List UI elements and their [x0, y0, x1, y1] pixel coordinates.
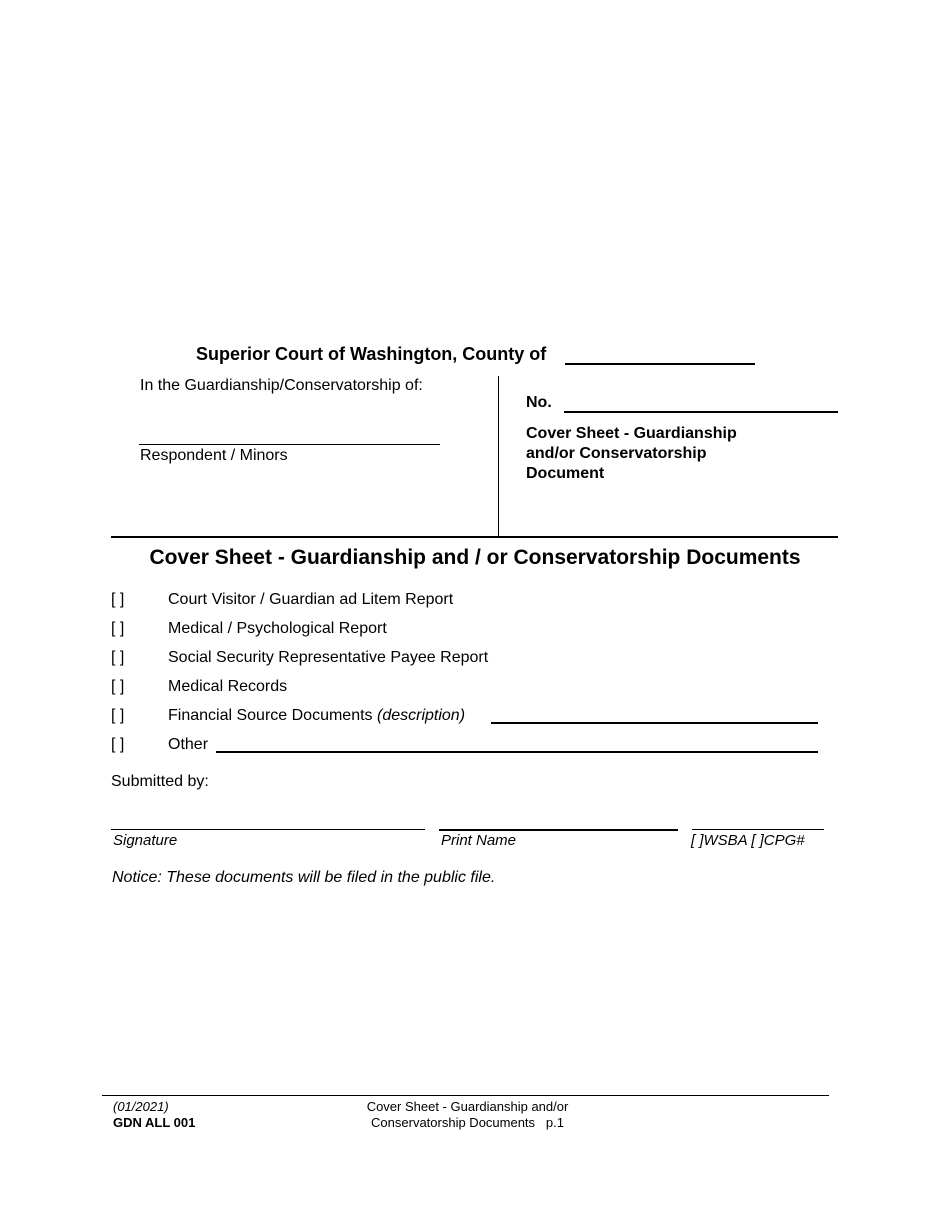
caption-document-title: [526, 424, 786, 484]
footer-document-title: [330, 1099, 605, 1131]
checkbox-label: Medical / Psychological Report: [168, 620, 387, 637]
description-note: (description): [377, 707, 466, 724]
caption-title-line-3: Document: [526, 465, 605, 482]
checkbox-box[interactable]: [ ]: [111, 591, 125, 608]
case-number-field[interactable]: [564, 411, 838, 413]
checkbox-label: Social Security Representative Payee Report: [168, 649, 489, 666]
footer-rule: [102, 1095, 829, 1096]
submitted-by-label: Submitted by:: [111, 773, 209, 790]
print-name-label: Print Name: [441, 832, 517, 849]
checkbox-label: Other: [168, 736, 209, 753]
footer-revision-date: (01/2021): [113, 1099, 169, 1114]
footer-form-code: GDN ALL 001: [113, 1115, 196, 1130]
wsba-cpg-label: [ ]WSBA [ ]CPG#: [691, 832, 805, 849]
print-name-field[interactable]: [439, 829, 678, 831]
signature-field[interactable]: [111, 829, 425, 830]
checkbox-box[interactable]: [ ]: [111, 736, 125, 753]
county-blank-field[interactable]: [565, 363, 755, 365]
bar-number-field[interactable]: [692, 829, 824, 830]
footer-title-line-1: Cover Sheet - Guardianship and/or: [366, 1099, 569, 1114]
case-number-label: No.: [526, 394, 552, 411]
checkbox-box[interactable]: [ ]: [111, 707, 125, 724]
checkbox-box[interactable]: [ ]: [111, 620, 125, 637]
caption-title-line-2: and/or Conservatorship: [526, 445, 707, 462]
caption-title-line-1: Cover Sheet - Guardianship: [526, 425, 737, 442]
respondent-name-field[interactable]: [139, 444, 440, 445]
respondent-label: Respondent / Minors: [140, 447, 288, 464]
checkbox-label: Court Visitor / Guardian ad Litem Report: [168, 591, 454, 608]
checkbox-label: Medical Records: [168, 678, 288, 695]
checkbox-box[interactable]: [ ]: [111, 678, 125, 695]
page-title: Cover Sheet - Guardianship and / or Conservatorship Documents: [149, 546, 801, 569]
caption-divider: [498, 376, 499, 536]
public-file-notice: Notice: These documents will be filed in the public file.: [112, 869, 496, 886]
checkbox-box[interactable]: [ ]: [111, 649, 125, 666]
signature-label: Signature: [113, 832, 178, 849]
court-heading: Superior Court of Washington, County of: [196, 344, 547, 364]
financial-label-text: Financial Source Documents: [168, 707, 373, 724]
other-description-field[interactable]: [216, 751, 818, 753]
caption-bottom-rule: [111, 536, 838, 538]
checkbox-label: [168, 707, 465, 725]
financial-description-field[interactable]: [491, 722, 818, 724]
in-matter-of-label: In the Guardianship/Conservatorship of:: [140, 377, 423, 394]
footer-title-line-2: Conservatorship Documents p.1: [371, 1115, 564, 1130]
